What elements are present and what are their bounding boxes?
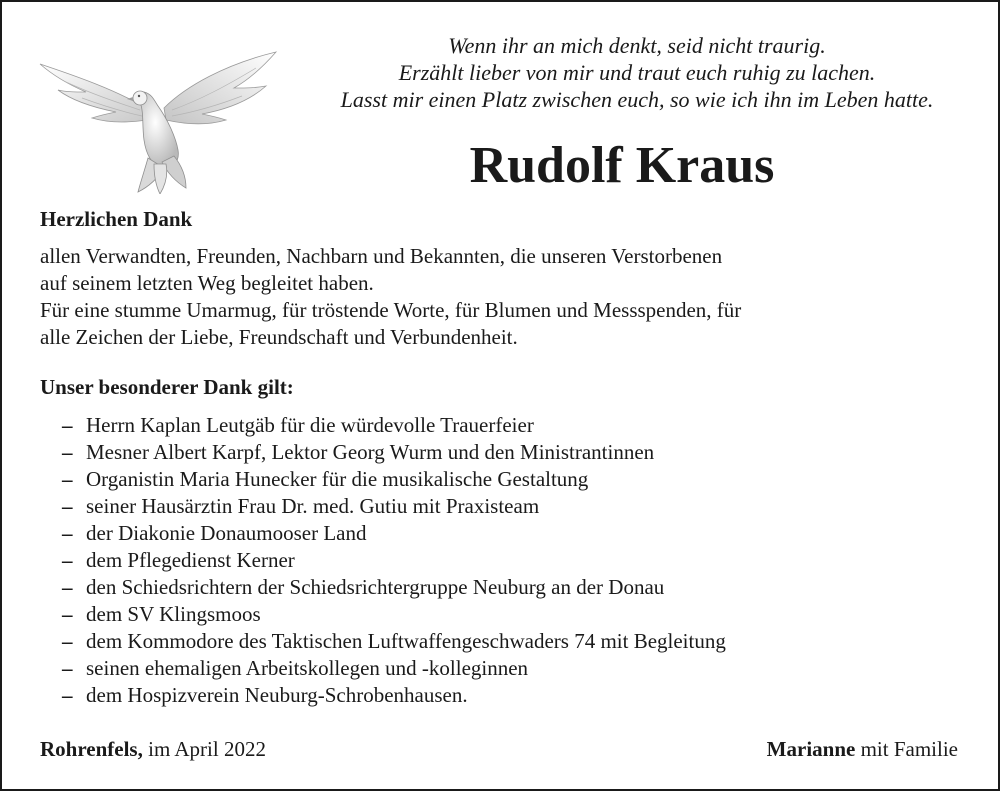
list-item-text: seiner Hausärztin Frau Dr. med. Gutiu mit Praxisteam — [86, 494, 540, 518]
list-item-text: dem Pflegedienst Kerner — [86, 548, 295, 572]
dash-bullet: – — [62, 575, 73, 599]
list-item-text: Herrn Kaplan Leutgäb für die würdevolle Trauerfeier — [86, 413, 534, 437]
poem-line: Erzählt lieber von mir und traut euch ruhig zu lachen. — [398, 60, 876, 85]
thanks-line: alle Zeichen der Liebe, Freundschaft und Verbundenheit. — [40, 325, 518, 349]
list-item — [62, 628, 982, 655]
list-item-text: Mesner Albert Karpf, Lektor Georg Wurm und den Ministrantinnen — [86, 440, 655, 464]
list-item — [62, 574, 982, 601]
list-item-text: dem Kommodore des Taktischen Luftwaffengeschwaders 74 mit Begleitung — [86, 629, 726, 653]
list-item — [62, 547, 982, 574]
dash-bullet: – — [62, 521, 73, 545]
list-item — [62, 412, 982, 439]
list-item — [62, 682, 982, 709]
list-item — [62, 466, 982, 493]
signer-name: Marianne — [766, 737, 856, 761]
list-item-text: der Diakonie Donaumooser Land — [86, 521, 367, 545]
dash-bullet: – — [62, 656, 73, 680]
thanks-line: Für eine stumme Umarmug, für tröstende Worte, für Blumen und Messspenden, für — [40, 298, 742, 322]
poem-line: Wenn ihr an mich denkt, seid nicht traurig. — [448, 33, 826, 58]
place-date — [40, 736, 266, 762]
list-item — [62, 601, 982, 628]
dash-bullet: – — [62, 548, 73, 572]
special-thanks-list — [62, 412, 982, 709]
date: im April 2022 — [142, 737, 266, 761]
poem-line: Lasst mir einen Platz zwischen euch, so wie ich ihn im Leben hatte. — [340, 87, 934, 112]
list-item — [62, 493, 982, 520]
place: Rohrenfels, — [40, 737, 143, 761]
dash-bullet: – — [62, 440, 73, 464]
list-item-text: Organistin Maria Hunecker für die musikalische Gestaltung — [86, 467, 589, 491]
list-item — [62, 439, 982, 466]
list-item-text: den Schiedsrichtern der Schiedsrichtergruppe Neuburg an der Donau — [86, 575, 665, 599]
list-item — [62, 655, 982, 682]
list-item-text: dem SV Klingsmoos — [86, 602, 261, 626]
thanks-heading: Herzlichen Dank — [40, 207, 193, 231]
thanks-text — [40, 243, 970, 351]
special-thanks-heading: Unser besonderer Dank gilt: — [40, 375, 294, 399]
list-item — [62, 520, 982, 547]
dash-bullet: – — [62, 494, 73, 518]
dash-bullet: – — [62, 467, 73, 491]
thanks-line: auf seinem letzten Weg begleitet haben. — [40, 271, 374, 295]
thanks-line: allen Verwandten, Freunden, Nachbarn und Bekannten, die unseren Verstorbenen — [40, 244, 723, 268]
dove-icon — [36, 46, 280, 194]
signer-suffix: mit Familie — [855, 737, 958, 761]
list-item-text: seinen ehemaligen Arbeitskollegen und -kolleginnen — [86, 656, 529, 680]
dash-bullet: – — [62, 629, 73, 653]
dash-bullet: – — [62, 683, 73, 707]
list-item-text: dem Hospizverein Neuburg-Schrobenhausen. — [86, 683, 468, 707]
dash-bullet: – — [62, 413, 73, 437]
dash-bullet: – — [62, 602, 73, 626]
deceased-name: Rudolf Kraus — [469, 137, 775, 194]
signature — [767, 736, 958, 762]
poem — [292, 32, 982, 113]
